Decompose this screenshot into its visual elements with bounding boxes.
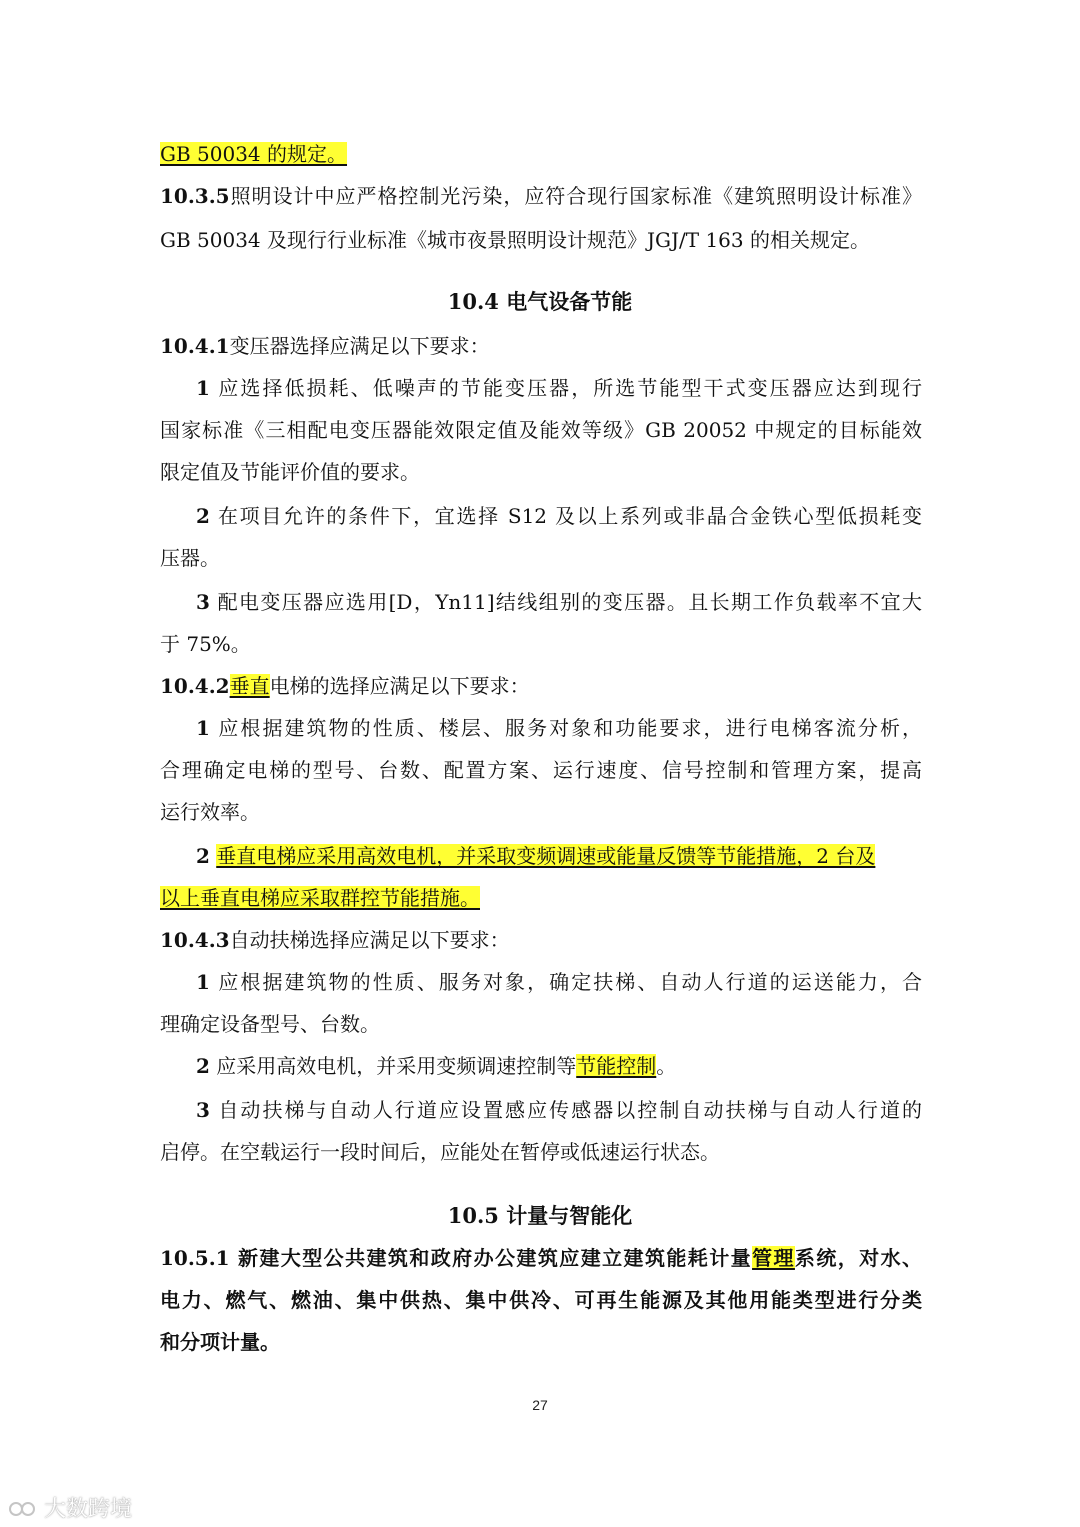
highlighted-text: 管理	[752, 1246, 795, 1270]
item-2	[196, 502, 922, 530]
text-line	[160, 140, 922, 168]
item-text: 在项目允许的条件下，宜选择 S12 及以上系列或非晶合金铁心型低损耗变	[209, 504, 922, 528]
item-number: 2	[196, 844, 210, 868]
clause-10-4-3	[160, 926, 922, 954]
highlighted-text: GB 50034 的规定。	[160, 142, 348, 166]
item-text: 应根据建筑物的性质、楼层、服务对象和功能要求，进行电梯客流分析，	[209, 716, 922, 740]
item-3	[196, 1096, 922, 1124]
clause-number: 10.3.5	[160, 184, 230, 208]
item-1	[196, 968, 922, 996]
item-text: 应根据建筑物的性质、服务对象，确定扶梯、自动人行道的运送能力，合	[209, 970, 922, 994]
clause-10-4-1	[160, 332, 922, 360]
clause-text: 10.5.1 新建大型公共建筑和政府办公建筑应建立建筑能耗计量	[160, 1246, 753, 1270]
clause-text-end: 系统，对水、	[794, 1246, 923, 1270]
watermark-text: 大数跨境	[44, 1497, 133, 1522]
item-number: 2	[196, 1054, 210, 1078]
highlighted-text: 垂直电梯应采用高效电机，并采取变频调速或能量反馈等节能措施，2 台及	[216, 844, 876, 868]
text-line: 和分项计量。	[160, 1330, 280, 1354]
item-3	[196, 588, 922, 616]
text-line: 启停。在空载运行一段时间后，应能处在暂停或低速运行状态。	[160, 1140, 720, 1164]
item-text: 自动扶梯与自动人行道应设置感应传感器以控制自动扶梯与自动人行道的	[209, 1098, 922, 1122]
item-number: 1	[196, 970, 210, 994]
clause-10-4-2	[160, 672, 922, 700]
item-text: 配电变压器应选用[D，Yn11]结线组别的变压器。且长期工作负载率不宜大	[209, 590, 922, 614]
text-line: 于 75%。	[160, 632, 251, 656]
clause-text: 变压器选择应满足以下要求：	[229, 334, 490, 358]
item-1	[196, 714, 922, 742]
watermark-logo-icon	[8, 1497, 38, 1519]
item-number: 1	[196, 716, 210, 740]
text-line: 限定值及节能评价值的要求。	[160, 460, 420, 484]
item-text: 应选择低损耗、低噪声的节能变压器，所选节能型干式变压器应达到现行	[209, 376, 922, 400]
clause-10-3-5	[160, 182, 922, 210]
clause-10-5-1	[160, 1244, 922, 1272]
section-heading-10-5: 10.5 计量与智能化	[447, 1203, 633, 1228]
item-2	[196, 1052, 922, 1080]
item-text-end: 。	[656, 1054, 677, 1078]
text-line: 电力、燃气、燃油、集中供热、集中供冷、可再生能源及其他用能类型进行分类	[160, 1288, 922, 1312]
clause-number: 10.4.2	[160, 674, 230, 698]
section-heading-10-4: 10.4 电气设备节能	[447, 289, 633, 314]
watermark	[8, 1492, 132, 1523]
item-number: 1	[196, 376, 210, 400]
text-line	[160, 884, 922, 912]
text-line: 合理确定电梯的型号、台数、配置方案、运行速度、信号控制和管理方案，提高	[160, 758, 922, 782]
item-number: 3	[196, 590, 210, 614]
text-line: GB 50034 及现行行业标准《城市夜景照明设计规范》JGJ/T 163 的相关规定。	[160, 228, 870, 252]
text-line: 国家标准《三相配电变压器能效限定值及能效等级》GB 20052 中规定的目标能效	[160, 418, 922, 442]
clause-number: 10.4.3	[160, 928, 230, 952]
item-text: 应采用高效电机，并采用变频调速控制等	[209, 1054, 577, 1078]
page-number: 27	[532, 1397, 548, 1413]
clause-number: 10.4.1	[160, 334, 230, 358]
item-2	[196, 842, 922, 870]
highlighted-text: 垂直	[229, 674, 270, 698]
clause-text: 照明设计中应严格控制光污染，应符合现行国家标准《建筑照明设计标准》	[229, 184, 922, 208]
highlighted-text: 节能控制	[576, 1054, 657, 1078]
item-number: 3	[196, 1098, 210, 1122]
item-number: 2	[196, 504, 210, 528]
clause-text: 自动扶梯选择应满足以下要求：	[229, 928, 510, 952]
item-1	[196, 374, 922, 402]
text-line: 压器。	[160, 546, 220, 570]
text-line: 运行效率。	[160, 800, 260, 824]
clause-text: 电梯的选择应满足以下要求：	[269, 674, 530, 698]
highlighted-text: 以上垂直电梯应采取群控节能措施。	[160, 886, 480, 910]
text-line: 理确定设备型号、台数。	[160, 1012, 380, 1036]
